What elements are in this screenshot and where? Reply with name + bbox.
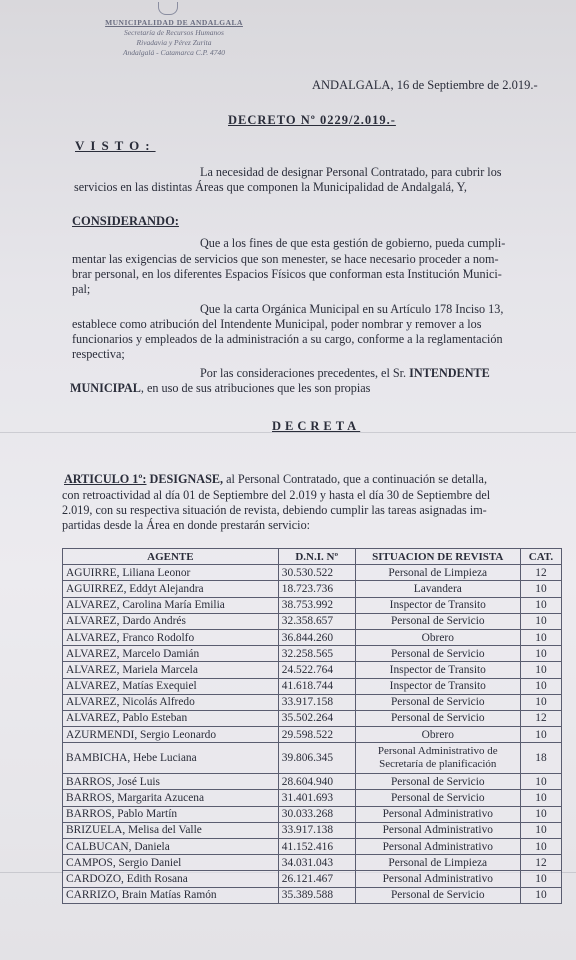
- cell-cat: 10: [520, 646, 561, 662]
- cell-agente: ALVAREZ, Nicolás Alfredo: [63, 694, 279, 710]
- table-row: [63, 727, 562, 743]
- cell-dni: 29.598.522: [278, 727, 355, 743]
- cell-dni: 26.121.467: [278, 871, 355, 887]
- cell-situacion: Personal de Servicio: [355, 694, 520, 710]
- cell-situacion: Inspector de Transito: [355, 597, 520, 613]
- header-cat: CAT.: [520, 549, 561, 565]
- cell-dni: 30.033.268: [278, 806, 355, 822]
- table-row: [63, 710, 562, 726]
- table-row: [63, 662, 562, 678]
- table-row: [63, 822, 562, 838]
- cell-cat: 10: [520, 581, 561, 597]
- cell-cat: 10: [520, 774, 561, 790]
- cell-cat: 18: [520, 743, 561, 774]
- cell-agente: ALVAREZ, Mariela Marcela: [63, 662, 279, 678]
- header-dni: D.N.I. Nº: [278, 549, 355, 565]
- cell-cat: 12: [520, 710, 561, 726]
- cell-agente: BARROS, José Luis: [63, 774, 279, 790]
- considerando-heading: CONSIDERANDO:: [72, 214, 179, 228]
- cell-dni: 28.604.940: [278, 774, 355, 790]
- cell-situacion: Personal de Servicio: [355, 710, 520, 726]
- cell-situacion: Personal Administrativo: [355, 839, 520, 855]
- table-row: [63, 839, 562, 855]
- cell-dni: 32.258.565: [278, 646, 355, 662]
- table-header-row: [63, 549, 562, 565]
- cell-situacion: Personal de Servicio: [355, 646, 520, 662]
- table-row: [63, 646, 562, 662]
- cell-cat: 10: [520, 613, 561, 629]
- cell-situacion: Personal de Servicio: [355, 887, 520, 903]
- letterhead-office: Secretaría de Recursos Humanos: [124, 28, 224, 37]
- cell-cat: 10: [520, 839, 561, 855]
- letterhead-municipality: MUNICIPALIDAD DE ANDALGALA: [105, 18, 243, 27]
- cell-situacion: Personal de Servicio: [355, 790, 520, 806]
- cell-situacion: Obrero: [355, 629, 520, 645]
- cell-situacion: Personal de Limpieza: [355, 565, 520, 581]
- cell-dni: 41.618.744: [278, 678, 355, 694]
- considerando-p2-line-1: Que la carta Orgánica Municipal en su Artículo 178 Inciso 13,: [200, 302, 504, 316]
- cell-dni: 33.917.138: [278, 822, 355, 838]
- cell-dni: 36.844.260: [278, 629, 355, 645]
- municipal-word: MUNICIPAL: [70, 381, 141, 395]
- cell-agente: CALBUCAN, Daniela: [63, 839, 279, 855]
- intendente-word: INTENDENTE: [409, 366, 490, 380]
- considerando-p3-line-1: [200, 366, 490, 381]
- cell-agente: ALVAREZ, Franco Rodolfo: [63, 629, 279, 645]
- cell-agente: BAMBICHA, Hebe Luciana: [63, 743, 279, 774]
- considerando-p1-line-3: brar personal, en los diferentes Espacios Físicos que conforman esta Institución Munici-: [72, 267, 502, 281]
- table-row: [63, 790, 562, 806]
- cell-cat: 10: [520, 887, 561, 903]
- cell-situacion: Inspector de Transito: [355, 662, 520, 678]
- table-row: [63, 629, 562, 645]
- decree-date: ANDALGALA, 16 de Septiembre de 2.019.-: [312, 78, 538, 92]
- cell-dni: 24.522.764: [278, 662, 355, 678]
- visto-line-2: servicios en las distintas Áreas que componen la Municipalidad de Andalgalá, Y,: [74, 180, 467, 194]
- cell-situacion: Obrero: [355, 727, 520, 743]
- cell-cat: 10: [520, 629, 561, 645]
- cell-agente: CARDOZO, Edith Rosana: [63, 871, 279, 887]
- articulo-1-label: ARTICULO 1º:: [64, 472, 147, 486]
- cell-agente: BARROS, Pablo Martín: [63, 806, 279, 822]
- articulo-1-line-4: partidas desde la Área en donde prestarán servicio:: [62, 518, 311, 532]
- table-row: [63, 806, 562, 822]
- articulo-1-text: al Personal Contratado, que a continuación se detalla,: [226, 472, 488, 486]
- table-body: [63, 565, 562, 904]
- cell-agente: BARROS, Margarita Azucena: [63, 790, 279, 806]
- cell-agente: AZURMENDI, Sergio Leonardo: [63, 727, 279, 743]
- cell-agente: AGUIRRE, Liliana Leonor: [63, 565, 279, 581]
- cell-situacion: Personal Administrativo: [355, 806, 520, 822]
- cell-situacion: Inspector de Transito: [355, 678, 520, 694]
- table-row: [63, 887, 562, 903]
- articulo-1-line-1: [64, 472, 487, 487]
- considerando-p2-line-3: funcionarios y empleados de la administración a su cargo, conforme a la reglamentación: [72, 332, 503, 346]
- cell-agente: CAMPOS, Sergio Daniel: [63, 855, 279, 871]
- personnel-table: [62, 548, 562, 904]
- cell-situacion: Personal Administrativo: [355, 822, 520, 838]
- cell-dni: 35.502.264: [278, 710, 355, 726]
- cell-agente: ALVAREZ, Marcelo Damián: [63, 646, 279, 662]
- cell-cat: 10: [520, 790, 561, 806]
- table-row: [63, 743, 562, 774]
- designase-word: DESIGNASE,: [149, 472, 224, 486]
- cell-cat: 10: [520, 727, 561, 743]
- cell-dni: 31.401.693: [278, 790, 355, 806]
- cell-agente: ALVAREZ, Matías Exequiel: [63, 678, 279, 694]
- header-situacion: SITUACION DE REVISTA: [355, 549, 520, 565]
- considerando-p1-line-2: mentar las exigencias de servicios que son menester, se hace necesario proceder a nom-: [72, 252, 499, 266]
- considerando-p3-text: Por las consideraciones precedentes, el Sr.: [200, 366, 407, 380]
- cell-cat: 10: [520, 678, 561, 694]
- cell-situacion: Personal de Servicio: [355, 613, 520, 629]
- cell-dni: 35.389.588: [278, 887, 355, 903]
- header-agente: AGENTE: [63, 549, 279, 565]
- cell-cat: 10: [520, 806, 561, 822]
- cell-cat: 10: [520, 662, 561, 678]
- decree-title: DECRETO Nº 0229/2.019.-: [228, 113, 396, 127]
- table-row: [63, 565, 562, 581]
- cell-dni: 39.806.345: [278, 743, 355, 774]
- considerando-p3-tail: , en uso de sus atribuciones que les son propias: [140, 381, 371, 395]
- cell-dni: 34.031.043: [278, 855, 355, 871]
- cell-dni: 32.358.657: [278, 613, 355, 629]
- table-row: [63, 694, 562, 710]
- letterhead-city: Andalgalá - Catamarca C.P. 4740: [122, 48, 226, 57]
- decreta-heading: DECRETA: [272, 419, 361, 433]
- cell-cat: 12: [520, 855, 561, 871]
- cell-cat: 10: [520, 694, 561, 710]
- considerando-p1-line-1: Que a los fines de que esta gestión de gobierno, pueda cumpli-: [200, 236, 506, 250]
- cell-situacion: Personal de Limpieza: [355, 855, 520, 871]
- table-row: [63, 581, 562, 597]
- cell-agente: ALVAREZ, Dardo Andrés: [63, 613, 279, 629]
- table-row: [63, 774, 562, 790]
- considerando-p2-line-2: establece como atribución del Intendente Municipal, poder nombrar y remover a los: [72, 317, 482, 331]
- cell-dni: 38.753.992: [278, 597, 355, 613]
- articulo-1-line-2: con retroactividad al día 01 de Septiembre del 2.019 y hasta el día 30 de Septiembre del: [62, 488, 491, 502]
- visto-heading: VISTO:: [75, 138, 156, 153]
- table-row: [63, 613, 562, 629]
- cell-situacion: Lavandera: [355, 581, 520, 597]
- considerando-p2-line-4: respectiva;: [72, 347, 125, 361]
- table-row: [63, 871, 562, 887]
- cell-situacion: Personal Administrativo: [355, 871, 520, 887]
- cell-cat: 10: [520, 597, 561, 613]
- letterhead-street: Rivadavia y Pérez Zurita: [136, 38, 212, 47]
- cell-agente: CARRIZO, Brain Matías Ramón: [63, 887, 279, 903]
- cell-cat: 12: [520, 565, 561, 581]
- seal-icon: [158, 2, 178, 15]
- articulo-1-line-3: 2.019, con su respectiva situación de revista, debiendo cumplir las tareas asignadas im-: [62, 503, 487, 517]
- cell-agente: ALVAREZ, Pablo Esteban: [63, 710, 279, 726]
- cell-agente: ALVAREZ, Carolina María Emilia: [63, 597, 279, 613]
- table-row: [63, 597, 562, 613]
- cell-dni: 18.723.736: [278, 581, 355, 597]
- cell-agente: AGUIRREZ, Eddyt Alejandra: [63, 581, 279, 597]
- table-row: [63, 678, 562, 694]
- cell-dni: 30.530.522: [278, 565, 355, 581]
- cell-cat: 10: [520, 871, 561, 887]
- cell-situacion: Personal de Servicio: [355, 774, 520, 790]
- cell-situacion: Personal Administrativo de Secretaría de planificación: [355, 743, 520, 774]
- table-row: [63, 855, 562, 871]
- letterhead: [84, 18, 264, 58]
- cell-dni: 41.152.416: [278, 839, 355, 855]
- cell-cat: 10: [520, 822, 561, 838]
- considerando-p1-line-4: pal;: [72, 282, 91, 296]
- visto-line-1: La necesidad de designar Personal Contratado, para cubrir los: [200, 165, 502, 179]
- cell-dni: 33.917.158: [278, 694, 355, 710]
- cell-agente: BRIZUELA, Melisa del Valle: [63, 822, 279, 838]
- considerando-p3-line-2: [70, 381, 370, 396]
